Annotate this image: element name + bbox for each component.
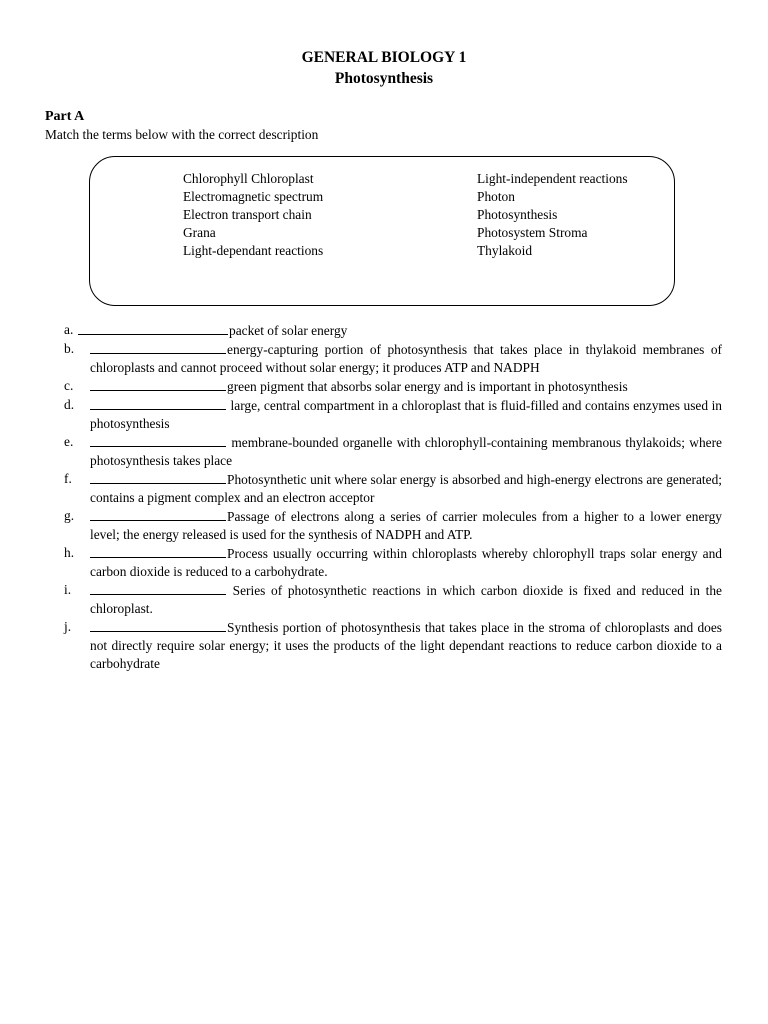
question-item-g xyxy=(64,507,722,544)
term-bank-right-column xyxy=(477,170,628,260)
part-a-heading: Part A xyxy=(45,109,85,124)
term-item: Light-dependant reactions xyxy=(183,243,324,258)
question-letter: f. xyxy=(64,471,72,486)
question-list xyxy=(64,321,722,673)
answer-blank[interactable] xyxy=(78,321,228,335)
term-item: Photon xyxy=(477,189,515,204)
answer-blank[interactable] xyxy=(90,340,226,354)
course-title: GENERAL BIOLOGY 1 xyxy=(301,49,467,66)
question-item-j xyxy=(64,618,722,673)
term-item: Light-independent reactions xyxy=(477,171,628,186)
question-letter: d. xyxy=(64,397,75,412)
question-letter: i. xyxy=(64,582,72,597)
question-text: membrane-bounded organelle with chlorophyll-containing membranous thylakoids; where photosynthesis takes place xyxy=(90,435,722,468)
question-item-e xyxy=(64,433,722,470)
term-bank-box xyxy=(89,156,675,306)
question-text: Series of photosynthetic reactions in which carbon dioxide is fixed and reduced in the chloroplast. xyxy=(90,583,722,616)
question-item-f xyxy=(64,470,722,507)
term-bank-left-column xyxy=(183,170,323,260)
question-item-a xyxy=(64,321,722,340)
question-item-c xyxy=(64,377,722,396)
question-letter: e. xyxy=(64,434,74,449)
question-item-h xyxy=(64,544,722,581)
question-item-d xyxy=(64,396,722,433)
question-text: large, central compartment in a chloroplast that is fluid-filled and contains enzymes used in photosynthesis xyxy=(90,398,722,431)
question-text: Photosynthetic unit where solar energy is absorbed and high-energy electrons are generated; contains a pigment complex and an electron acceptor xyxy=(90,472,722,505)
question-letter: a. xyxy=(64,322,74,337)
answer-blank[interactable] xyxy=(90,377,226,391)
question-letter: b. xyxy=(64,341,75,356)
question-letter: g. xyxy=(64,508,75,523)
question-item-i xyxy=(64,581,722,618)
term-item: Photosynthesis xyxy=(477,207,558,222)
question-text: Synthesis portion of photosynthesis that takes place in the stroma of chloroplasts and does not directly require solar energy; it uses the products of the light dependant reactions to reduce carbon dioxide to a carbohydrate xyxy=(90,620,722,671)
instructions-text: Match the terms below with the correct description xyxy=(45,127,319,142)
answer-blank[interactable] xyxy=(90,544,226,558)
question-text: green pigment that absorbs solar energy and is important in photosynthesis xyxy=(227,379,628,394)
topic-title: Photosynthesis xyxy=(334,70,434,87)
term-item: Thylakoid xyxy=(477,243,533,258)
question-item-b xyxy=(64,340,722,377)
answer-blank[interactable] xyxy=(90,618,226,632)
answer-blank[interactable] xyxy=(90,396,226,410)
term-item: Electromagnetic spectrum xyxy=(183,189,324,204)
answer-blank[interactable] xyxy=(90,433,226,447)
question-letter: j. xyxy=(64,619,72,634)
answer-blank[interactable] xyxy=(90,507,226,521)
question-text: energy-capturing portion of photosynthesis that takes place in thylakoid membranes of chloroplasts and cannot proceed without solar energy; it produces ATP and NADPH xyxy=(90,342,722,375)
question-text: packet of solar energy xyxy=(229,323,348,338)
term-item: Photosystem Stroma xyxy=(477,225,588,240)
answer-blank[interactable] xyxy=(90,470,226,484)
question-letter: c. xyxy=(64,378,74,393)
question-text: Passage of electrons along a series of carrier molecules from a higher to a lower energy level; the energy released is used for the synthesis of NADPH and ATP. xyxy=(90,509,722,542)
question-letter: h. xyxy=(64,545,75,560)
question-text: Process usually occurring within chloroplasts whereby chlorophyll traps solar energy and carbon dioxide is reduced to a carbohydrate. xyxy=(90,546,722,579)
term-item: Electron transport chain xyxy=(183,207,312,222)
term-item: Grana xyxy=(183,225,216,240)
answer-blank[interactable] xyxy=(90,581,226,595)
term-item: Chlorophyll Chloroplast xyxy=(183,171,314,186)
